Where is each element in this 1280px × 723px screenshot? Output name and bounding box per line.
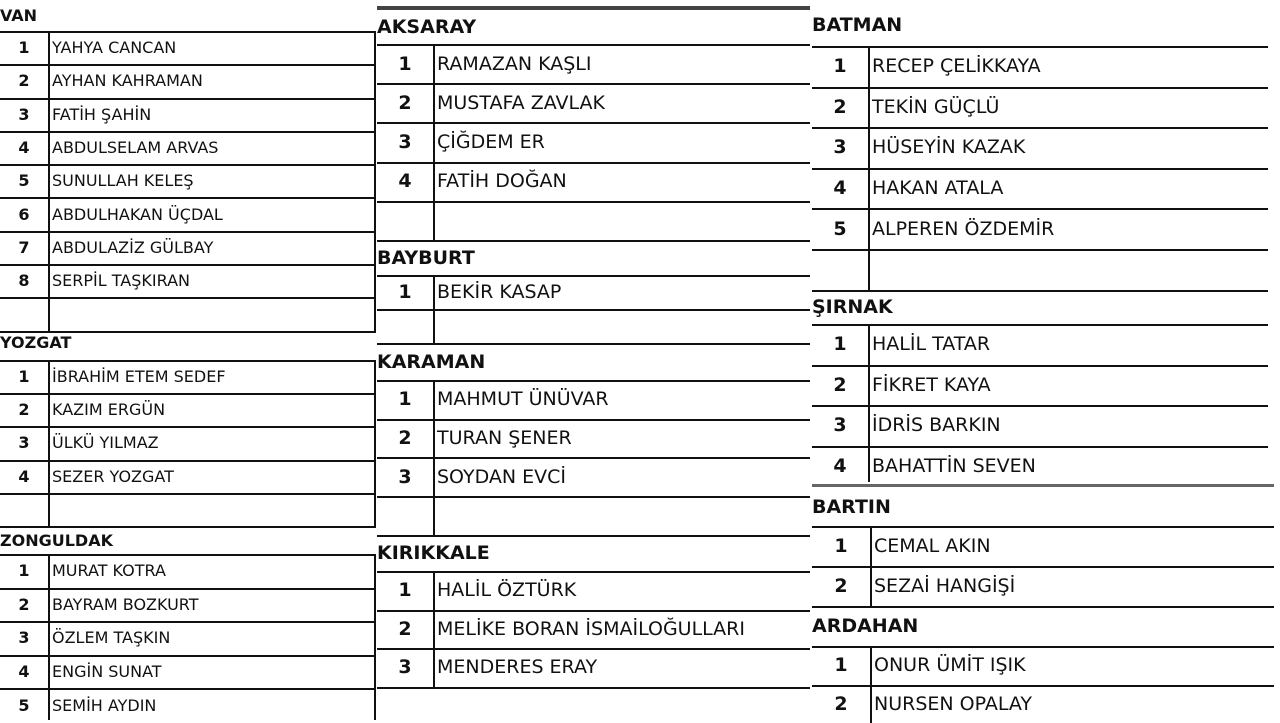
row-number: 3: [0, 621, 50, 655]
table-row: [812, 46, 1268, 89]
candidate-name: ÇİĞDEM ER: [435, 122, 810, 161]
row-number: 3: [377, 648, 435, 687]
province-title: KIRIKKALE: [377, 534, 810, 573]
row-number: 2: [812, 566, 872, 606]
province-title: YOZGAT: [0, 325, 376, 362]
table-row: [0, 554, 376, 590]
candidate-name: NURSEN OPALAY: [872, 685, 1274, 723]
candidate-name: ABDULSELAM ARVAS: [50, 131, 374, 164]
table-row: [812, 365, 1268, 408]
table-row: [377, 419, 810, 460]
candidate-name: MUSTAFA ZAVLAK: [435, 83, 810, 122]
province-title: BATMAN: [812, 4, 1268, 48]
panel-left: [0, 0, 376, 720]
row-number: 1: [377, 380, 435, 419]
row-number: 3: [812, 405, 870, 446]
candidate-name: MELİKE BORAN İSMAİLOĞULLARI: [435, 610, 810, 649]
row-number: 4: [377, 162, 435, 201]
province-title: BARTIN: [812, 487, 1274, 528]
table-row: [377, 380, 810, 421]
row-number: 1: [0, 554, 50, 588]
table-row: [0, 360, 376, 395]
row-number: 1: [812, 526, 872, 566]
candidate-name: ABDULHAKAN ÜÇDAL: [50, 198, 374, 231]
candidate-name: BAHATTİN SEVEN: [870, 446, 1268, 483]
candidate-name: TURAN ŞENER: [435, 419, 810, 458]
province-title: BAYBURT: [377, 240, 810, 277]
candidate-name: FATİH ŞAHİN: [50, 98, 374, 131]
table-row: [812, 685, 1274, 723]
candidate-name: FATİH DOĞAN: [435, 162, 810, 201]
table-row: [377, 122, 810, 163]
row-number: 3: [0, 98, 50, 131]
row-number: 4: [0, 460, 50, 493]
table-row: [0, 98, 376, 133]
table-row: [812, 127, 1268, 170]
panel-right-bottom: [812, 484, 1274, 723]
row-number: 8: [0, 264, 50, 297]
candidate-name: RECEP ÇELİKKAYA: [870, 46, 1268, 87]
candidate-name: HALİL ÖZTÜRK: [435, 571, 810, 610]
table-row: [812, 324, 1268, 367]
row-number: [0, 493, 50, 526]
candidate-name: CEMAL AKIN: [872, 526, 1274, 566]
row-number: 5: [0, 164, 50, 197]
row-number: 2: [812, 365, 870, 406]
province-title: ARDAHAN: [812, 606, 1274, 648]
candidate-name: [50, 493, 374, 526]
table-row: [0, 231, 376, 266]
table-row: [0, 264, 376, 299]
row-number: 1: [0, 360, 50, 393]
row-number: [377, 496, 435, 535]
row-number: 2: [812, 685, 872, 723]
table-row: [0, 64, 376, 99]
row-number: 2: [377, 610, 435, 649]
row-number: 4: [812, 168, 870, 209]
candidate-name: SEZAİ HANGİŞİ: [872, 566, 1274, 606]
province-title: KARAMAN: [377, 343, 810, 382]
candidate-name: YAHYA CANCAN: [50, 31, 374, 64]
candidate-name: SEMİH AYDIN: [50, 688, 374, 720]
table-row: [0, 131, 376, 166]
candidate-name: RAMAZAN KAŞLI: [435, 44, 810, 83]
table-row: [377, 44, 810, 85]
row-number: 2: [0, 588, 50, 622]
row-number: 3: [812, 127, 870, 168]
row-number: 1: [377, 44, 435, 83]
table-row: [0, 164, 376, 199]
candidate-name: [435, 496, 810, 535]
table-row: [377, 275, 810, 311]
row-number: [377, 309, 435, 343]
row-number: 3: [0, 426, 50, 459]
candidate-name: MENDERES ERAY: [435, 648, 810, 687]
candidate-name: BAYRAM BOZKURT: [50, 588, 374, 622]
candidate-name: SUNULLAH KELEŞ: [50, 164, 374, 197]
row-number: 3: [377, 457, 435, 496]
table-row-empty: [377, 201, 810, 242]
table-row: [812, 646, 1274, 687]
row-number: [377, 201, 435, 240]
candidate-name: [435, 201, 810, 240]
row-number: 1: [812, 46, 870, 87]
candidate-name: AYHAN KAHRAMAN: [50, 64, 374, 97]
candidate-name: ONUR ÜMİT IŞIK: [872, 646, 1274, 685]
table-row: [377, 648, 810, 689]
candidate-name: BEKİR KASAP: [435, 275, 810, 309]
row-number: 4: [0, 655, 50, 689]
table-row: [812, 87, 1268, 130]
candidate-name: HÜSEYİN KAZAK: [870, 127, 1268, 168]
candidate-name: MAHMUT ÜNÜVAR: [435, 380, 810, 419]
candidate-name: ALPEREN ÖZDEMİR: [870, 208, 1268, 249]
row-number: 2: [0, 64, 50, 97]
panel-middle: [377, 6, 810, 692]
province-title: ZONGULDAK: [0, 526, 376, 556]
table-row: [0, 688, 376, 720]
candidate-name: ENGİN SUNAT: [50, 655, 374, 689]
row-number: 1: [812, 646, 872, 685]
candidate-name: ABDULAZİZ GÜLBAY: [50, 231, 374, 264]
candidate-name: İDRİS BARKIN: [870, 405, 1268, 446]
table-row: [377, 162, 810, 203]
table-row: [812, 168, 1268, 211]
row-number: 1: [377, 571, 435, 610]
row-number: 2: [0, 393, 50, 426]
row-number: 3: [377, 122, 435, 161]
province-title: ŞIRNAK: [812, 289, 1268, 326]
table-row: [0, 460, 376, 495]
row-number: 2: [377, 83, 435, 122]
candidate-name: MURAT KOTRA: [50, 554, 374, 588]
candidate-name: İBRAHİM ETEM SEDEF: [50, 360, 374, 393]
table-row: [0, 393, 376, 428]
row-number: 2: [377, 419, 435, 458]
candidate-name: KAZIM ERGÜN: [50, 393, 374, 426]
table-row-empty: [812, 249, 1268, 292]
table-row: [812, 405, 1268, 448]
candidate-name: ÜLKÜ YILMAZ: [50, 426, 374, 459]
candidate-name: ÖZLEM TAŞKIN: [50, 621, 374, 655]
candidate-name: SEZER YOZGAT: [50, 460, 374, 493]
candidate-name: [870, 249, 1268, 290]
table-row-empty: [377, 496, 810, 537]
table-row: [377, 610, 810, 651]
table-row: [0, 621, 376, 657]
candidate-name: HALİL TATAR: [870, 324, 1268, 365]
row-number: 4: [812, 446, 870, 483]
candidate-name: FİKRET KAYA: [870, 365, 1268, 406]
table-row: [0, 31, 376, 66]
table-row: [0, 655, 376, 691]
province-title: VAN: [0, 0, 376, 33]
table-row: [377, 83, 810, 124]
row-number: 2: [812, 87, 870, 128]
table-row: [0, 198, 376, 233]
panel-right-top: [812, 4, 1268, 482]
table-row: [0, 588, 376, 624]
row-number: 5: [812, 208, 870, 249]
table-row: [0, 426, 376, 461]
table-row: [812, 446, 1268, 483]
row-number: 5: [0, 688, 50, 720]
row-number: 1: [377, 275, 435, 309]
candidate-name: SOYDAN EVCİ: [435, 457, 810, 496]
row-number: 1: [0, 31, 50, 64]
table-row-empty: [377, 309, 810, 345]
candidate-name: [435, 309, 810, 343]
table-row: [812, 566, 1274, 608]
table-row: [377, 457, 810, 498]
row-number: 6: [0, 198, 50, 231]
candidate-name: TEKİN GÜÇLÜ: [870, 87, 1268, 128]
table-row: [812, 526, 1274, 568]
table-row: [377, 571, 810, 612]
province-title: AKSARAY: [377, 10, 810, 46]
candidate-name: HAKAN ATALA: [870, 168, 1268, 209]
candidate-name: SERPİL TAŞKIRAN: [50, 264, 374, 297]
table-row: [812, 208, 1268, 251]
row-number: [812, 249, 870, 290]
row-number: 1: [812, 324, 870, 365]
row-number: 4: [0, 131, 50, 164]
row-number: 7: [0, 231, 50, 264]
table-row-empty: [0, 493, 376, 528]
